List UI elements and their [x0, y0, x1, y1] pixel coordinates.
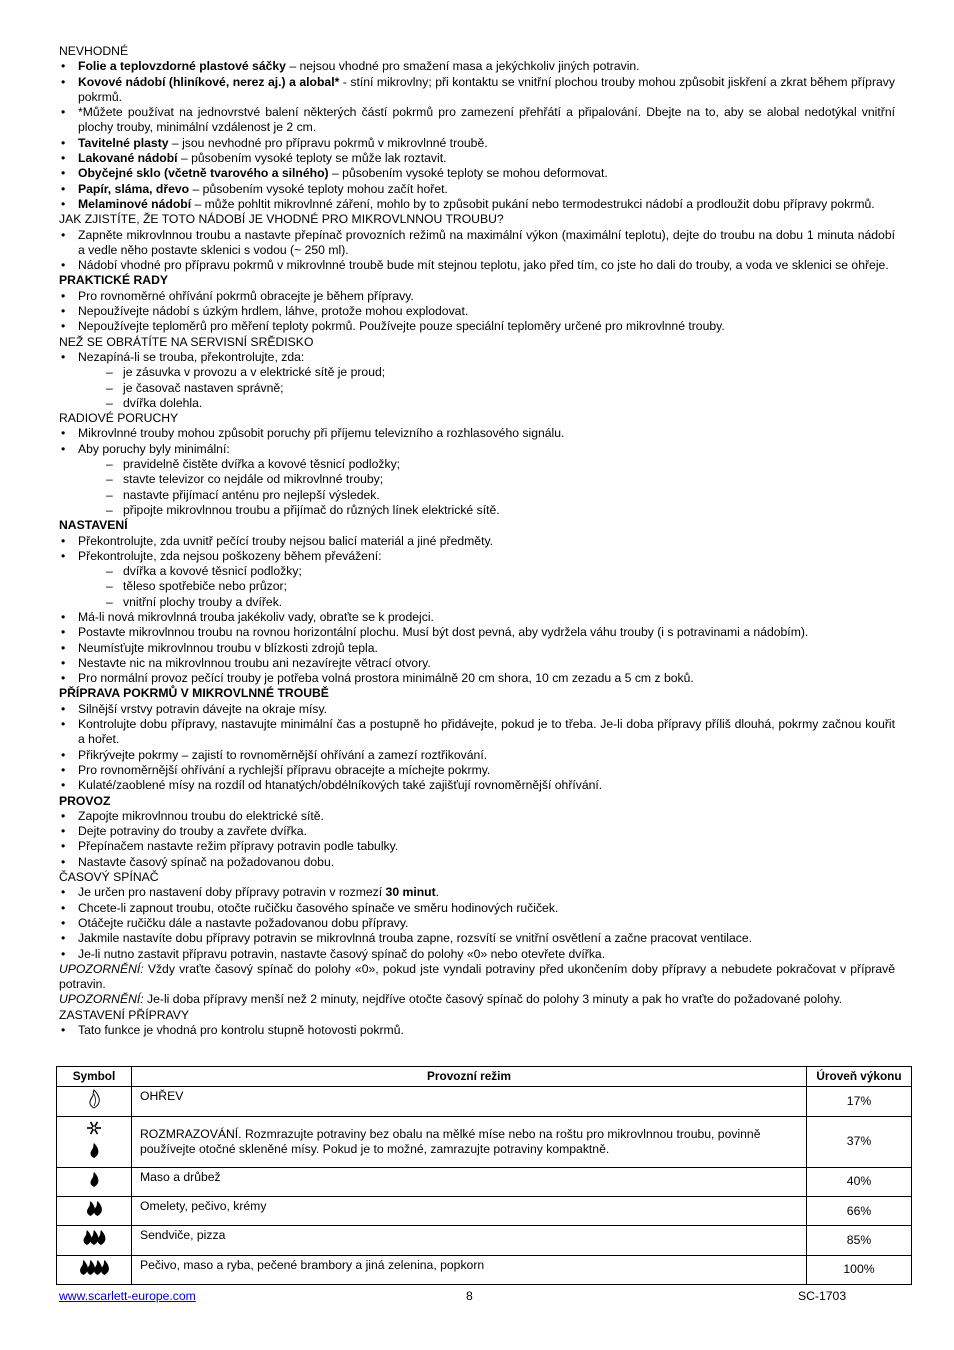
item-text: Nestavte nic na mikrovlnnou troubu ani nezavírejte větrací otvory.	[78, 655, 431, 670]
table-row	[57, 1087, 912, 1116]
item-text: Neumísťujte mikrovlnnou troubu v blízkosti zdrojů tepla.	[78, 640, 378, 655]
list-item	[59, 702, 895, 717]
list-item	[59, 319, 895, 334]
two-flames-icon	[69, 1198, 119, 1220]
level-cell: 85%	[807, 1226, 912, 1255]
bullet-list	[59, 809, 895, 870]
level-cell: 17%	[807, 1087, 912, 1116]
sub-list	[78, 365, 895, 411]
section-heading: PRAKTICKÉ RADY	[59, 273, 169, 288]
item-text: – působením vysoké teploty mohou začít hořet.	[189, 181, 448, 196]
list-item	[59, 610, 895, 625]
list-item	[59, 625, 895, 640]
list-item: • Je-li nutno zastavit přípravu potravin, nastavte časový spínač do polohy «0» nebo otevřete dvířka.	[59, 947, 895, 962]
list-item	[59, 166, 895, 181]
item-text: Přikrývejte pokrmy – zajistí to rovnoměrnější ohřívání a zamezí roztřikování.	[78, 747, 488, 762]
content-column	[59, 44, 895, 1038]
symbol-cell	[57, 1255, 132, 1284]
item-text: Kontrolujte dobu přípravy, nastavujte minimální čas a postupně ho přidávejte, pokud je to třeba. Je-li doba přípravy příliš dlouhá, pokrmy začnou kouřit a hořet.	[78, 717, 895, 747]
section-heading: NEŽ SE OBRÁTÍTE NA SERVISNÍ SRĚDISKO	[59, 334, 314, 349]
list-item	[59, 885, 895, 900]
sub-list	[78, 564, 895, 610]
mode-cell: ROZMRAZOVÁNÍ. Rozmrazujte potraviny bez obalu na mělké míse nebo na roštu pro mikrovlnnou troubu, povinně používejte otočné skleněné mísy. Pokud je to možné, zamrazujte potraviny kompaktně.	[132, 1116, 807, 1167]
list-item: • Jakmile nastavíte dobu přípravy potravin se mikrovlnná trouba zapne, rozsvítí se vnitřní osvětlení a začne pracovat ventilace.	[59, 931, 895, 946]
defrost-icon	[69, 1118, 119, 1162]
list-item	[59, 136, 895, 151]
keep-warm-icon	[69, 1088, 119, 1110]
item-text: Pro rovnoměrné ohřívání pokrmů obracejte je během přípravy.	[78, 288, 414, 303]
warning-text: Je-li doba přípravy menší než 2 minuty, nejdříve otočte časový spínač do polohy 3 minuty a pak ho vraťte do požadované polohy.	[143, 992, 843, 1007]
item-text: – nejsou vhodné pro smažení masa a jekýchkoliv jiných potravin.	[285, 59, 640, 74]
bullet-list	[59, 59, 895, 212]
item-text: – jsou nevhodné pro přípravu pokrmů v mikrovlnné troubě.	[168, 135, 488, 150]
level-cell: 40%	[807, 1167, 912, 1196]
list-item	[59, 809, 895, 824]
sub-list-item: – dvířka a kovové těsnicí podložky;	[78, 564, 895, 579]
bullet-list	[59, 702, 895, 794]
mode-cell: Pečivo, maso a ryba, pečené brambory a jiná zelenina, popkorn	[132, 1255, 807, 1284]
list-item: • Otáčejte ručičku dále a nastavte požadovanou dobu přípravy.	[59, 916, 895, 931]
list-item	[59, 59, 895, 74]
table-row	[57, 1167, 912, 1196]
one-flame-icon	[69, 1169, 119, 1191]
section-heading: PROVOZ	[59, 793, 111, 808]
item-text: Má-li nová mikrovlnná trouba jakékoliv vady, obraťte se k prodejci.	[78, 609, 434, 624]
table-row	[57, 1226, 912, 1255]
item-text: Zapojte mikrovlnnou troubu do elektrické sítě.	[78, 808, 324, 823]
item-text: Silnější vrstvy potravin dávejte na okraje mísy.	[78, 701, 328, 716]
sub-list-item: – dvířka dolehla.	[78, 396, 895, 411]
section-heading: RADIOVÉ PORUCHY	[59, 411, 179, 426]
section-heading: ČASOVÝ SPÍNAČ	[59, 870, 159, 885]
list-item	[59, 656, 895, 671]
list-item	[59, 748, 895, 763]
section-heading: JAK ZJISTÍTE, ŽE TOTO NÁDOBÍ JE VHODNÉ PRO MIKROVLNNOU TROUBU?	[59, 212, 504, 227]
page-number: 8	[466, 1289, 473, 1303]
item-text: Nepoužívejte nádobí s úzkým hrdlem, láhve, protože mohou explodovat.	[78, 304, 469, 319]
list-item	[59, 197, 895, 212]
level-cell: 37%	[807, 1116, 912, 1167]
warning-note	[59, 992, 895, 1007]
item-term: Kovové nádobí (hliníkové, nerez aj.) a alobal*	[78, 74, 340, 89]
item-text: – působením vysoké teploty se může lak roztavit.	[177, 151, 447, 166]
item-text: Zapněte mikrovlnnou troubu a nastavte přepínač provozních režimů na maximální výkon (maximální teplotu), dejte do troubu na dobu 1 minuta nádobí a vedle něho postavte sklenici s vodou (~ 250 ml).	[78, 227, 895, 257]
list-item	[59, 641, 895, 656]
item-text: Mikrovlnné trouby mohou způsobit poruchy při příjemu televizního a rozhlasového signálu.	[78, 426, 565, 441]
list-item: • Tato funkce je vhodná pro kontrolu stupně hotovosti pokrmů.	[59, 1023, 895, 1038]
item-text: Překontrolujte, zda nejsou poškozeny během převážení:	[78, 548, 382, 563]
sub-list-item: – vnitřní plochy trouby a dvířek.	[78, 595, 895, 610]
item-term: Papír, sláma, dřevo	[78, 181, 190, 196]
bullet-list	[59, 228, 895, 274]
warning-text: Vždy vraťte časový spínač do polohy «0», pokud jste vyndali potraviny před ukončením doby přípravy a nebudete pokračovat v přípravě potravin.	[59, 961, 895, 992]
bullet-list	[59, 350, 895, 411]
list-item	[59, 534, 895, 549]
item-term: Tavitelné plasty	[78, 135, 169, 150]
item-text: *Můžete používat na jednovrstvé balení některých částí pokrmů pro zamezení přehřátí a připalování. Dbejte na to, aby se alobal nedotýkal vnitřní plochy trouby, minimální vzdálenost je 2 cm.	[78, 105, 895, 135]
sub-list	[78, 457, 895, 518]
mode-cell: Maso a drůbež	[132, 1167, 807, 1196]
item-text: Aby poruchy byly minimální:	[78, 441, 230, 456]
power-mode-table	[56, 1066, 912, 1285]
section-heading: ZASTAVENÍ PŘÍPRAVY	[59, 1007, 190, 1022]
section-heading: PŘÍPRAVA POKRMŮ V MIKROVLNNÉ TROUBĚ	[59, 686, 329, 701]
mode-cell: Omelety, pečivo, krémy	[132, 1197, 807, 1226]
bullet-list	[59, 426, 895, 518]
list-item	[59, 855, 895, 870]
sub-list-item: – nastavte přijímací anténu pro nejlepší výsledek.	[78, 488, 895, 503]
list-item	[59, 350, 895, 411]
item-text: Pro rovnoměrnější ohřívání a rychlejší přípravu obracejte a míchejte pokrmy.	[78, 762, 491, 777]
bullet-list	[59, 289, 895, 335]
list-item	[59, 289, 895, 304]
sub-list-item: – je časovač nastaven správně;	[78, 381, 895, 396]
sub-list-item: – je zásuvka v provozu a v elektrické sítě je proud;	[78, 365, 895, 380]
four-flames-icon	[69, 1257, 119, 1279]
list-item	[59, 763, 895, 778]
item-text: Nezapíná-li se trouba, překontrolujte, zda:	[78, 349, 305, 364]
sub-list-item: – těleso spotřebiče nebo průzor;	[78, 579, 895, 594]
warning-note	[59, 962, 895, 993]
section-heading: NEVHODNÉ	[59, 44, 129, 58]
item-emphasis: 30 minut	[385, 885, 436, 900]
item-text: – působením vysoké teploty se mohou deformovat.	[328, 166, 608, 181]
list-item	[59, 228, 895, 259]
three-flames-icon	[69, 1227, 119, 1249]
list-item	[59, 671, 895, 686]
level-column-header: Úroveň výkonu	[807, 1067, 912, 1087]
sub-list-item: – připojte mikrovlnnou troubu a přijímač do různých línek elektrické sítě.	[78, 503, 895, 518]
table-header-row	[57, 1067, 912, 1087]
table-row	[57, 1116, 912, 1167]
list-item	[59, 549, 895, 610]
item-term: Folie a teplovzdorné plastové sáčky	[78, 59, 286, 74]
table-row	[57, 1197, 912, 1226]
item-text: Překontrolujte, zda uvnitř pečící trouby nejsou balicí materiál a jiné předměty.	[78, 533, 494, 548]
list-item	[59, 778, 895, 793]
item-text: Dejte potraviny do trouby a zavřete dvířka.	[78, 824, 307, 839]
list-item	[59, 151, 895, 166]
symbol-cell	[57, 1197, 132, 1226]
item-text: Nádobí vhodné pro přípravu pokrmů v mikrovlnné troubě bude mít stejnou teplotu, jako před tím, co jste ho dali do trouby, a voda ve sklenici se ohřeje.	[78, 258, 889, 273]
list-item	[59, 839, 895, 854]
item-text: Nastavte časový spínač na požadovanou dobu.	[78, 854, 335, 869]
list-item	[59, 304, 895, 319]
item-term: Obyčejné sklo (včetně tvarového a silného)	[78, 166, 329, 181]
mode-cell: Sendviče, pizza	[132, 1226, 807, 1255]
warning-label: UPOZORNĚNÍ:	[59, 961, 144, 976]
symbol-cell	[57, 1226, 132, 1255]
symbol-cell	[57, 1116, 132, 1167]
list-item	[59, 426, 895, 441]
level-cell: 66%	[807, 1197, 912, 1226]
list-item	[59, 824, 895, 839]
item-text: Je určen pro nastavení doby přípravy potravin v rozmezí	[78, 885, 386, 900]
item-term: Lakované nádobí	[78, 151, 178, 166]
bullet-list	[59, 1023, 895, 1038]
level-cell: 100%	[807, 1255, 912, 1284]
list-item: • Chcete-li zapnout troubu, otočte ručičku časového spínače ve směru hodinových ručiček.	[59, 901, 895, 916]
item-text: Kulaté/zaoblené mísy na rozdíl od htanatých/obdélníkových také zajišťují rovnoměrnější ohřívání.	[78, 778, 603, 793]
item-text: Přepínačem nastavte režim přípravy potravin podle tabulky.	[78, 839, 399, 854]
section-heading: NASTAVENÍ	[59, 518, 128, 533]
list-item	[59, 75, 895, 106]
bullet-list	[59, 885, 895, 961]
item-term: Melaminové nádobí	[78, 196, 192, 211]
symbol-cell	[57, 1087, 132, 1116]
item-text: – může pohltit mikrovlnné záření, mohlo by to způsobit pukání nebo termodestrukci nádobí a prodloužit dobu přípravy pokrmů.	[191, 196, 875, 211]
list-item	[59, 717, 895, 748]
item-text: Postavte mikrovlnnou troubu na rovnou horizontální plochu. Musí být dost pevná, aby vydržela váhu trouby (i s potravinami a nádobím).	[78, 625, 809, 640]
symbol-cell	[57, 1167, 132, 1196]
item-text: .	[435, 885, 440, 900]
item-text: Nepoužívejte teploměrů pro měření teploty pokrmů. Používejte pouze speciální teploměry určené pro mikrovlnné trouby.	[78, 319, 725, 334]
table-row	[57, 1255, 912, 1284]
model-number: SC-1703	[798, 1289, 847, 1303]
item-text: - stíní mikrovlny; při kontaktu se vnitřní plochou trouby mohou způsobit jiskření a zkrat během přípravy pokrmů.	[78, 74, 895, 104]
list-item	[59, 105, 895, 136]
bullet-list	[59, 534, 895, 687]
website-link[interactable]: www.scarlett-europe.com	[59, 1289, 196, 1303]
mode-cell: OHŘEV	[132, 1087, 807, 1116]
mode-column-header: Provozní režim	[132, 1067, 807, 1087]
item-text: Pro normální provoz pečící trouby je potřeba volná prostora minimálně 20 cm shora, 10 cm zezadu a 5 cm z boků.	[78, 671, 694, 686]
list-item	[59, 182, 895, 197]
symbol-column-header: Symbol	[57, 1067, 132, 1087]
sub-list-item: – pravidelně čistěte dvířka a kovové těsnicí podložky;	[78, 457, 895, 472]
sub-list-item: – stavte televizor co nejdále od mikrovlnné trouby;	[78, 472, 895, 487]
list-item	[59, 442, 895, 518]
list-item	[59, 258, 895, 273]
warning-label: UPOZORNĚNÍ:	[59, 992, 144, 1007]
